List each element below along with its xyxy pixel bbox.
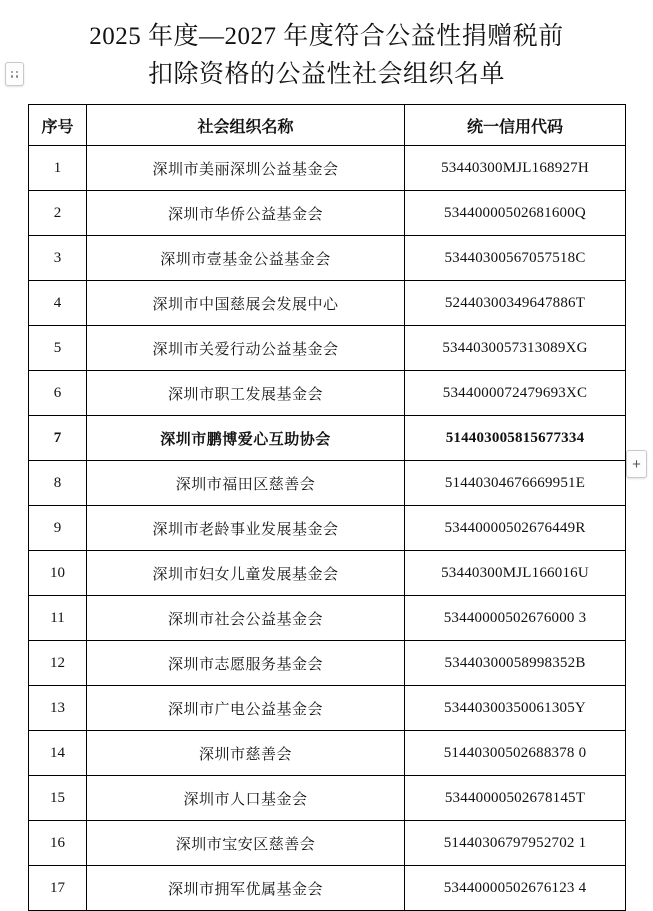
cell-credit-code: 53440000502678145T [405, 776, 626, 821]
table-row [29, 641, 626, 686]
cell-credit-code: 53440000502676449R [405, 506, 626, 551]
cell-organization-name: 深圳市华侨公益基金会 [87, 191, 405, 236]
column-header-name: 社会组织名称 [87, 105, 405, 146]
cell-index: 5 [29, 326, 87, 371]
cell-credit-code: 53440300567057518C [405, 236, 626, 281]
cell-organization-name: 深圳市广电公益基金会 [87, 686, 405, 731]
cell-organization-name: 深圳市社会公益基金会 [87, 596, 405, 641]
table-row [29, 506, 626, 551]
cell-organization-name: 深圳市鹏博爱心互助协会 [87, 416, 405, 461]
table-row [29, 731, 626, 776]
page-title-line-1: 2025 年度—2027 年度符合公益性捐赠税前 [89, 23, 564, 50]
cell-organization-name: 深圳市志愿服务基金会 [87, 641, 405, 686]
cell-index: 1 [29, 146, 87, 191]
cell-index: 4 [29, 281, 87, 326]
cell-credit-code: 53440000502676123 4 [405, 866, 626, 911]
cell-index: 10 [29, 551, 87, 596]
page-title-line-2: 扣除资格的公益性社会组织名单 [147, 61, 505, 88]
cell-index: 12 [29, 641, 87, 686]
cell-organization-name: 深圳市老龄事业发展基金会 [87, 506, 405, 551]
cell-organization-name: 深圳市妇女儿童发展基金会 [87, 551, 405, 596]
cell-index: 7 [29, 416, 87, 461]
table-row [29, 146, 626, 191]
cell-credit-code: 514403005815677334 [405, 416, 626, 461]
table-row [29, 596, 626, 641]
cell-credit-code: 52440300349647886T [405, 281, 626, 326]
table-row [29, 866, 626, 911]
cell-organization-name: 深圳市人口基金会 [87, 776, 405, 821]
table-row [29, 686, 626, 731]
table-row [29, 461, 626, 506]
cell-organization-name: 深圳市关爱行动公益基金会 [87, 326, 405, 371]
cell-index: 9 [29, 506, 87, 551]
cell-organization-name: 深圳市职工发展基金会 [87, 371, 405, 416]
cell-organization-name: 深圳市福田区慈善会 [87, 461, 405, 506]
table-row [29, 281, 626, 326]
grip-dots-icon [11, 71, 19, 78]
table-row [29, 326, 626, 371]
cell-credit-code: 5344030057313089XG [405, 326, 626, 371]
cell-index: 2 [29, 191, 87, 236]
cell-organization-name: 深圳市美丽深圳公益基金会 [87, 146, 405, 191]
cell-organization-name: 深圳市慈善会 [87, 731, 405, 776]
table-row [29, 821, 626, 866]
cell-credit-code: 53440300350061305Y [405, 686, 626, 731]
table-row [29, 236, 626, 281]
cell-organization-name: 深圳市壹基金公益基金会 [87, 236, 405, 281]
cell-credit-code: 53440300MJL168927H [405, 146, 626, 191]
cell-index: 15 [29, 776, 87, 821]
cell-organization-name: 深圳市中国慈展会发展中心 [87, 281, 405, 326]
table-row [29, 776, 626, 821]
table-row [29, 191, 626, 236]
cell-index: 6 [29, 371, 87, 416]
zoom-in-button[interactable]: + [626, 450, 647, 478]
table-header-row [29, 105, 626, 146]
cell-credit-code: 53440000502681600Q [405, 191, 626, 236]
table-row [29, 371, 626, 416]
cell-credit-code: 51440300502688378 0 [405, 731, 626, 776]
cell-credit-code: 53440000502676000 3 [405, 596, 626, 641]
cell-credit-code: 51440306797952702 1 [405, 821, 626, 866]
organization-list-table [28, 104, 626, 911]
cell-index: 11 [29, 596, 87, 641]
cell-index: 17 [29, 866, 87, 911]
cell-organization-name: 深圳市宝安区慈善会 [87, 821, 405, 866]
page-title [0, 0, 653, 104]
table-row [29, 551, 626, 596]
cell-index: 16 [29, 821, 87, 866]
cell-index: 8 [29, 461, 87, 506]
organization-list-table-wrapper [0, 104, 653, 911]
cell-index: 14 [29, 731, 87, 776]
cell-credit-code: 53440300058998352B [405, 641, 626, 686]
cell-credit-code: 5344000072479693XC [405, 371, 626, 416]
drag-handle-icon[interactable] [5, 62, 24, 86]
cell-credit-code: 51440304676669951E [405, 461, 626, 506]
cell-organization-name: 深圳市拥军优属基金会 [87, 866, 405, 911]
cell-credit-code: 53440300MJL166016U [405, 551, 626, 596]
cell-index: 13 [29, 686, 87, 731]
table-body [29, 146, 626, 911]
cell-index: 3 [29, 236, 87, 281]
column-header-code: 统一信用代码 [405, 105, 626, 146]
column-header-index: 序号 [29, 105, 87, 146]
table-row [29, 416, 626, 461]
